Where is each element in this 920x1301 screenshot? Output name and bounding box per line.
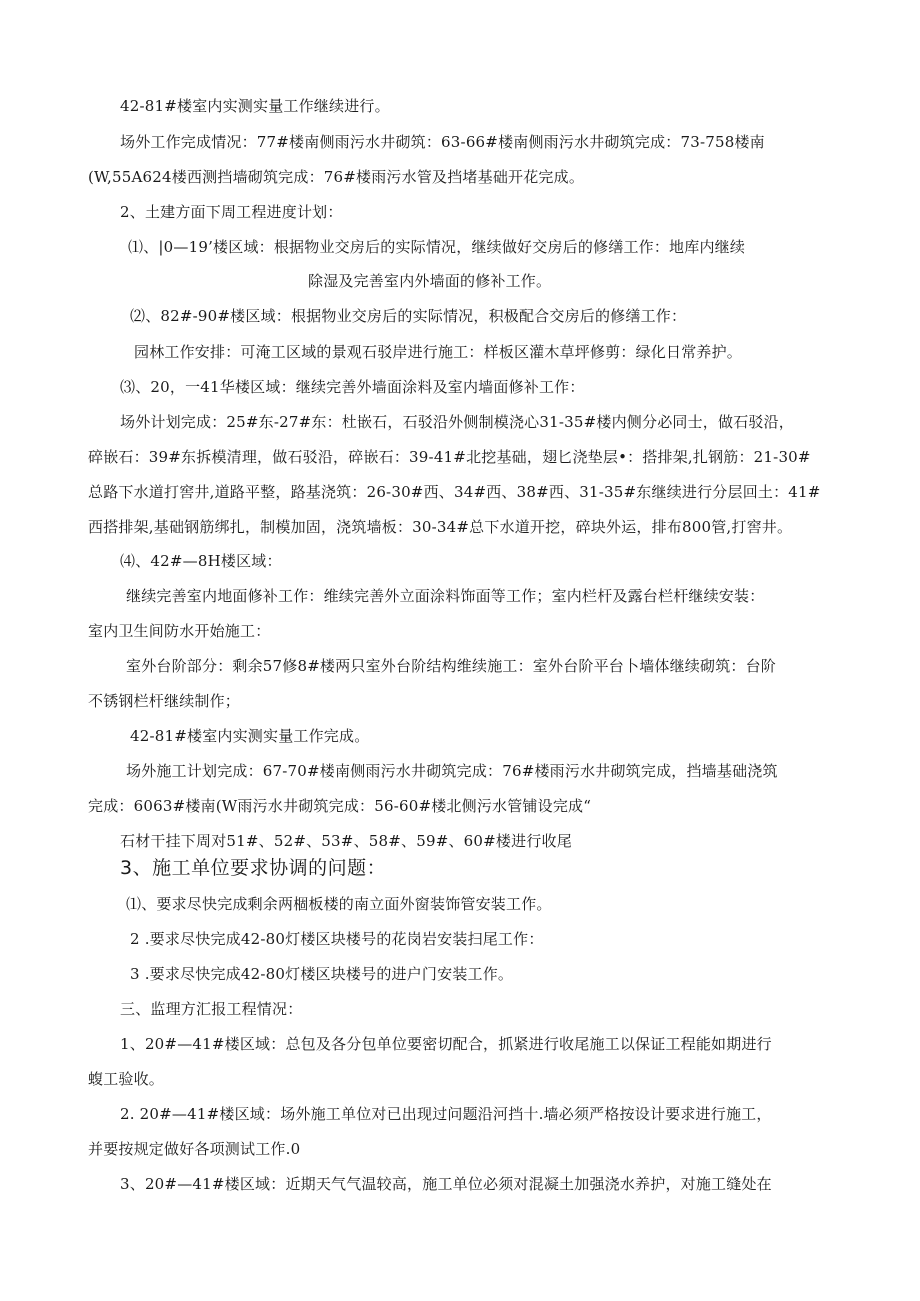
text-line-31: 并要按规定做好各项测试工作.0 — [88, 1140, 301, 1158]
text-line-16: 室内卫生间防水开始施工： — [88, 622, 271, 640]
text-line-9: ⑶、20，一41华楼区域：继续完善外墙面涂料及室内墙面修补工作： — [120, 378, 585, 396]
text-line-26: 3 .要求尽快完成42-80灯楼区块楼号的进户门安装工作。 — [130, 965, 514, 983]
text-line-11: 碎嵌石：39#东拆模清理，做石驳沿，碎嵌石：39-41#北挖基础，翅匕浇垫层•：搭排架,扎钢筋：21-30# — [88, 448, 811, 466]
text-line-7: ⑵、82#-90#楼区域：根据物业交房后的实际情况，积极配合交房后的修缮工作： — [130, 307, 687, 325]
text-line-13: 西搭排架,基础钢筋绑扎，制模加固，浇筑墙板：30-34#总下水道开挖，碎块外运，排布800管,打窖井。 — [88, 518, 793, 536]
text-line-12: 总路下水道打窖井,道路平整，路基浇筑：26-30#西、34#西、38#西、31-35#东继续进行分层回土：41# — [88, 483, 821, 501]
text-line-1: 42-81#楼室内实测实量工作继续进行。 — [120, 97, 390, 115]
text-line-29: 蝮工验收。 — [88, 1070, 165, 1088]
text-line-3: (W,55A624楼西测挡墙砌筑完成：76#楼雨污水管及挡堵基础开花完成。 — [88, 168, 585, 186]
text-line-28: 1、20#—41#楼区域：总包及各分包单位要密切配合，抓紧进行收尾施工以保证工程能如期进行 — [120, 1035, 772, 1053]
text-line-27: 三、监理方汇报工程情况： — [120, 1000, 303, 1018]
text-line-6: 除湿及完善室内外墙面的修补工作。 — [308, 272, 552, 290]
text-line-21: 完成：6063#楼南(W雨污水井砌筑完成：56-60#楼北侧污水管铺设完成“ — [88, 797, 592, 815]
text-line-2: 场外工作完成情况：77#楼南侧雨污水井砌筑：63-66#楼南侧雨污水井砌筑完成：73-758楼南 — [120, 133, 765, 151]
text-line-8: 园林工作安排：可淹工区域的景观石驳岸进行施工：样板区灌木草坪修剪：绿化日常养护。 — [134, 343, 743, 361]
text-line-14: ⑷、42#—8H楼区域： — [120, 552, 282, 570]
text-line-17: 室外台阶部分：剩余57修8#楼两只室外台阶结构维续施工：室外台阶平台卜墙体继续砌筑：台阶 — [126, 657, 777, 675]
text-line-25: 2 .要求尽快完成42-80灯楼区块楼号的花岗岩安装扫尾工作： — [130, 930, 544, 948]
text-line-10: 场外计划完成：25#东-27#东：杜嵌石，石驳沿外侧制模浇心31-35#楼内侧分必同士，做石驳沿， — [120, 413, 794, 431]
text-line-30: 2. 20#—41#楼区域：场外施工单位对已出现过问题沿河挡十.墙必须严格按设计要求进行施工， — [120, 1105, 772, 1123]
text-line-19: 42-81#楼室内实测实量工作完成。 — [130, 727, 370, 745]
text-line-15: 继续完善室内地面修补工作：维续完善外立面涂料饰面等工作；室内栏杆及露台栏杆继续安装： — [126, 587, 765, 605]
text-line-5: ⑴、|0—19’楼区域：根据物业交房后的实际情况，继续做好交房后的修缮工作：地库内继续 — [128, 238, 746, 256]
text-line-4: 2、土建方面下周工程进度计划： — [120, 203, 343, 221]
text-line-24: ⑴、要求尽快完成剩余两棝板楼的南立面外窗装饰管安装工作。 — [126, 895, 552, 913]
section-heading-3: 3、施工单位要求协调的问题： — [120, 857, 387, 879]
text-line-32: 3、20#—41#楼区域：近期天气气温较高，施工单位必须对混凝土加强浇水养护，对施工缝处在 — [120, 1175, 772, 1193]
text-line-22: 石材干挂下周对51#、52#、53#、58#、59#、60#楼进行收尾 — [120, 832, 572, 850]
text-line-20: 场外施工计划完成：67-70#楼南侧雨污水井砌筑完成：76#楼雨污水井砌筑完成，挡墙基础浇筑 — [126, 762, 778, 780]
text-line-18: 不锈钢栏杆继续制作； — [88, 692, 241, 710]
